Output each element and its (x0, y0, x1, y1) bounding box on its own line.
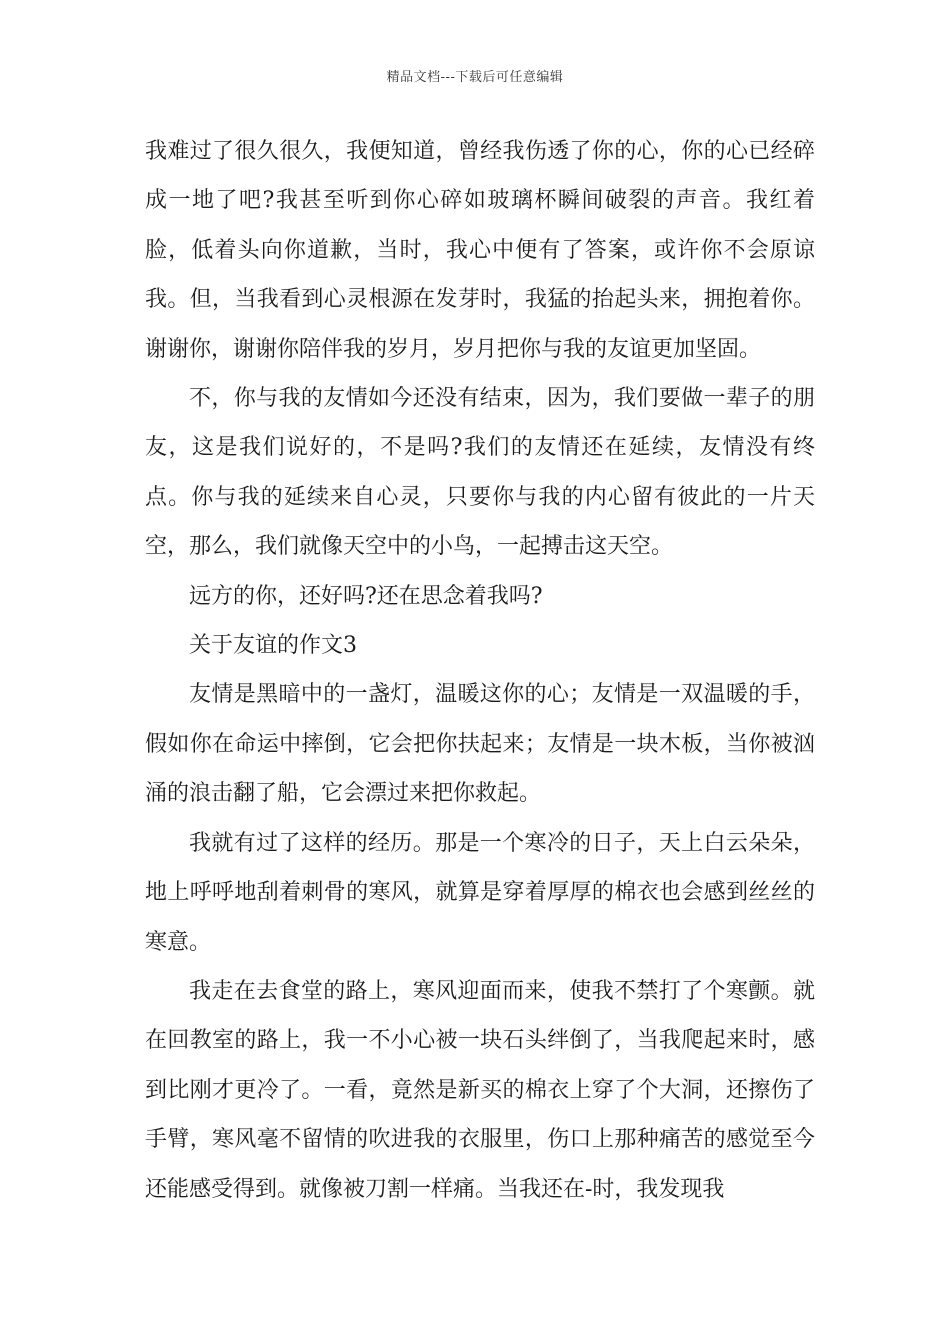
paragraph-2: 不，你与我的友情如今还没有结束，因为，我们要做一辈子的朋友，这是我们说好的，不是吗?我们的友情还在延续，友情没有终点。你与我的延续来自心灵，只要你与我的内心留有彼此的一片天空，那么，我们就像天空中的小鸟，一起搏击这天空。 (145, 386, 815, 560)
paragraph-6: 我走在去食堂的路上，寒风迎面而来，使我不禁打了个寒颤。就在回教室的路上，我一不小心被一块石头绊倒了，当我爬起来时，感到比刚才更冷了。一看，竟然是新买的棉衣上穿了个大洞，还擦伤了手臂，寒风毫不留情的吹进我的衣服里，伤口上那种痛苦的感觉至今还能感受得到。就像被刀割一样痛。当我还在-时，我发现我 (145, 978, 815, 1202)
page-header: 精品文档---下载后可任意编辑 (386, 70, 564, 85)
paragraph-3: 远方的你，还好吗?还在思念着我吗? (189, 583, 543, 609)
paragraph-1: 我难过了很久很久，我便知道，曾经我伤透了你的心，你的心已经碎成一地了吧?我甚至听到你心碎如玻璃杯瞬间破裂的声音。我红着脸，低着头向你道歉，当时，我心中便有了答案，或许你不会原谅我。但，当我看到心灵根源在发芽时，我猛的抬起头来，拥抱着你。谢谢你，谢谢你陪伴我的岁月，岁月把你与我的友谊更加坚固。 (145, 139, 815, 362)
document-body (145, 127, 815, 1214)
section-heading: 关于友谊的作文3 (189, 633, 357, 659)
paragraph-5: 我就有过了这样的经历。那是一个寒冷的日子，天上白云朵朵，地上呼呼地刮着刺骨的寒风，就算是穿着厚厚的棉衣也会感到丝丝的寒意。 (145, 830, 815, 955)
paragraph-4: 友情是黑暗中的一盏灯，温暖这你的心；友情是一双温暖的手，假如你在命运中摔倒，它会把你扶起来；友情是一块木板，当你被汹涌的浪击翻了船，它会漂过来把你救起。 (145, 682, 815, 807)
